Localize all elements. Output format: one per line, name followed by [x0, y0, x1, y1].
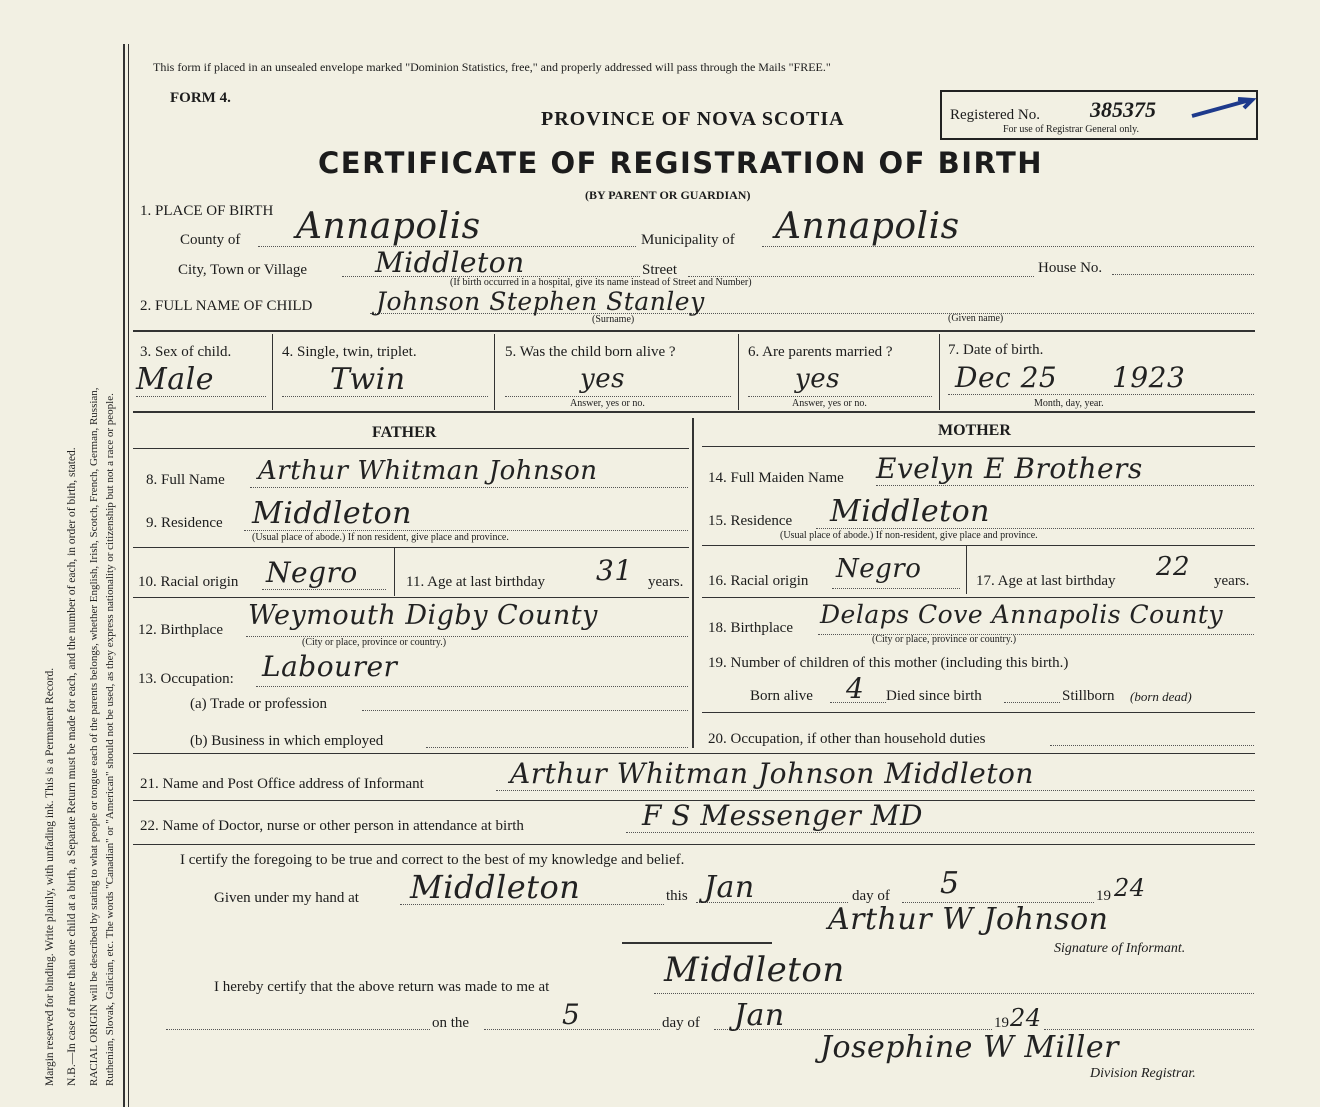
mother-race-line [832, 588, 960, 589]
father-race-label: 10. Racial origin [138, 574, 239, 590]
registrar-year-suffix: 24 [1010, 1004, 1042, 1032]
divider [133, 448, 689, 449]
father-name-label: 8. Full Name [146, 472, 225, 488]
mother-occupation-line [1050, 745, 1254, 746]
father-birthplace-label: 12. Birthplace [138, 622, 223, 638]
cell-divider [939, 334, 940, 410]
born-alive-label: 5. Was the child born alive ? [505, 344, 676, 360]
informant-signature: Arthur W Johnson [828, 902, 1109, 937]
city-town-label: City, Town or Village [178, 262, 308, 278]
father-residence-value: Middleton [252, 496, 413, 531]
mother-name-label: 14. Full Maiden Name [708, 470, 844, 486]
street-label: Street [642, 262, 677, 278]
registrar-note: For use of Registrar General only. [1003, 124, 1139, 135]
divider [133, 411, 1255, 413]
business-line [426, 747, 688, 748]
father-residence-note: (Usual place of abode.) If non resident, give place and province. [252, 532, 509, 543]
cell-divider [394, 548, 395, 596]
informant-value: Arthur Whitman Johnson Middleton [510, 757, 1034, 790]
divider [133, 330, 1255, 332]
parents-married-note: Answer, yes or no. [792, 398, 867, 409]
registrar-statement: I hereby certify that the above return was made to me at [214, 979, 550, 995]
margin-note-racial-origin-2: Ruthenian, Slovak, Galician, etc. The words "Canadian" or "American" should not be used, as they express nationality or citizenship but not a race or people. [104, 393, 116, 1086]
plurality-label: 4. Single, twin, triplet. [282, 344, 417, 360]
house-number-line [1112, 274, 1254, 275]
father-occupation-label: 13. Occupation: [138, 671, 234, 687]
informant-line [496, 790, 1254, 791]
dob-note: Month, day, year. [1034, 398, 1104, 409]
divider [133, 753, 1255, 754]
registered-label: Registered No. [950, 107, 1040, 123]
dob-year: 1923 [1112, 361, 1186, 394]
binding-line-inner [128, 44, 129, 1107]
registrar-year-prefix: 19 [994, 1015, 1009, 1031]
mother-residence-note: (Usual place of abode.) If non-resident, give place and province. [780, 530, 1038, 541]
sex-value: Male [136, 362, 214, 397]
year-prefix: 19 [1096, 888, 1111, 904]
given-under-label: Given under my hand at [214, 890, 359, 906]
mother-birthplace-label: 18. Birthplace [708, 620, 793, 636]
registered-number: 385375 [1090, 97, 1156, 122]
province-heading: PROVINCE OF NOVA SCOTIA [541, 108, 845, 130]
stillborn-note: (born dead) [1130, 689, 1192, 704]
divider [133, 844, 1255, 845]
page-subtitle: (BY PARENT OR GUARDIAN) [585, 188, 751, 202]
street-note: (If birth occurred in a hospital, give its name instead of Street and Number) [450, 277, 752, 288]
city-value: Middleton [375, 246, 525, 279]
father-occupation-line [256, 686, 688, 687]
mother-age-value: 22 [1156, 552, 1191, 582]
registrar-month-value: Jan [734, 998, 785, 1033]
informant-label: 21. Name and Post Office address of Informant [140, 776, 424, 792]
father-age-label: 11. Age at last birthday [406, 574, 545, 590]
day-of-label: day of [852, 888, 890, 904]
doctor-line [626, 832, 1254, 833]
father-birthplace-value: Weymouth Digby County [248, 600, 598, 631]
county-value: Annapolis [296, 206, 481, 247]
dob-value: Dec 25 [955, 361, 1058, 394]
born-alive-value: yes [580, 364, 625, 394]
born-alive-count-label: Born alive [750, 688, 813, 704]
child-name-label: 2. FULL NAME OF CHILD [140, 298, 313, 314]
dob-label: 7. Date of birth. [948, 342, 1044, 358]
mother-age-label: 17. Age at last birthday [976, 573, 1116, 589]
mother-heading: MOTHER [938, 422, 1011, 439]
mother-residence-value: Middleton [830, 494, 991, 529]
registrar-mark [1190, 96, 1256, 120]
parents-married-label: 6. Are parents married ? [748, 344, 893, 360]
given-name-note: (Given name) [948, 313, 1004, 324]
divider [702, 597, 1255, 598]
died-since-birth-label: Died since birth [886, 688, 982, 704]
father-heading: FATHER [372, 424, 437, 441]
born-alive-line [505, 396, 731, 397]
registrar-leader-line [166, 1029, 430, 1030]
county-label: County of [180, 232, 241, 248]
this-value: Jan [704, 870, 755, 905]
mother-occupation-label: 20. Occupation, if other than household duties [708, 731, 986, 747]
mother-birthplace-note: (City or place, province or country.) [872, 634, 1017, 645]
margin-note-multiple-births: N.B.—In case of more than one child at a birth, a Separate Return must be made for each, and the number of each, in order of birth, stated. [66, 447, 78, 1086]
binding-line [123, 44, 125, 1107]
margin-note-racial-origin-1: RACIAL ORIGIN will be described by stating to what people or tongue each of the parents belongs, whether English, Irish, Scotch, French, German, Russian, [88, 387, 100, 1086]
cell-divider [738, 334, 739, 410]
mother-race-value: Negro [836, 554, 922, 584]
trade-line [362, 710, 688, 711]
this-label: this [666, 888, 688, 904]
page-title: CERTIFICATE OF REGISTRATION OF BIRTH [318, 146, 1044, 180]
father-age-years: years. [648, 574, 684, 590]
father-residence-line [244, 530, 688, 531]
mother-name-line [876, 485, 1254, 486]
separator-rule [622, 942, 772, 944]
registrar-place-value: Middleton [664, 950, 845, 990]
mother-name-value: Evelyn E Brothers [876, 452, 1143, 485]
sex-line [136, 396, 266, 397]
father-race-line [262, 589, 386, 590]
surname-note: (Surname) [592, 314, 635, 325]
registrar-day-of-label: day of [662, 1015, 700, 1031]
cell-divider [272, 334, 273, 410]
divider [133, 547, 689, 548]
children-count-label: 19. Number of children of this mother (including this birth.) [708, 655, 1069, 671]
mother-residence-label: 15. Residence [708, 513, 793, 529]
sex-label: 3. Sex of child. [140, 344, 232, 360]
father-name-value: Arthur Whitman Johnson [258, 456, 598, 486]
doctor-value: F S Messenger MD [642, 799, 923, 832]
cell-divider [494, 334, 495, 410]
given-place-value: Middleton [410, 868, 581, 906]
form-number: FORM 4. [170, 90, 231, 106]
mother-age-years: years. [1214, 573, 1250, 589]
divider [702, 545, 1255, 546]
married-line [748, 396, 932, 397]
registrar-signature: Josephine W Miller [820, 1030, 1119, 1065]
certify-statement: I certify the foregoing to be true and correct to the best of my knowledge and belief. [180, 852, 685, 868]
registrar-day-value: 5 [562, 998, 581, 1031]
day-value: 5 [940, 866, 960, 901]
divider [702, 446, 1255, 447]
year-suffix: 24 [1114, 874, 1146, 902]
trade-label: (a) Trade or profession [190, 696, 328, 712]
column-divider [692, 418, 694, 748]
parents-married-value: yes [795, 364, 840, 394]
divider [133, 597, 689, 598]
stillborn-label: Stillborn [1062, 688, 1115, 704]
father-residence-label: 9. Residence [146, 515, 223, 531]
business-label: (b) Business in which employed [190, 733, 384, 749]
plurality-line [282, 396, 488, 397]
mail-note: This form if placed in an unsealed envelope marked "Dominion Statistics, free," and properly addressed will pass through the Mails "FREE." [153, 60, 831, 74]
mother-residence-line [816, 528, 1254, 529]
margin-note-binding: Margin reserved for binding. Write plainly, with unfading ink. This is a Permanent Record. [44, 667, 56, 1086]
on-the-label: on the [432, 1015, 470, 1031]
municipality-value: Annapolis [775, 206, 960, 247]
father-name-line [250, 487, 688, 488]
father-race-value: Negro [266, 556, 358, 589]
municipality-label: Municipality of [641, 232, 735, 248]
registrar-title: Division Registrar. [1090, 1066, 1196, 1081]
born-alive-count-value: 4 [846, 672, 865, 705]
cell-divider [966, 546, 967, 594]
mother-race-label: 16. Racial origin [708, 573, 809, 589]
born-alive-note: Answer, yes or no. [570, 398, 645, 409]
place-of-birth-label: 1. PLACE OF BIRTH [140, 203, 274, 219]
divider [702, 712, 1255, 713]
father-birthplace-note: (City or place, province or country.) [302, 637, 447, 648]
dob-line [948, 394, 1254, 395]
child-name-value: Johnson Stephen Stanley [376, 287, 705, 316]
signature-label: Signature of Informant. [1054, 941, 1186, 956]
died-line [1004, 702, 1060, 703]
mother-birthplace-value: Delaps Cove Annapolis County [820, 600, 1224, 629]
house-number-label: House No. [1038, 260, 1103, 276]
father-age-value: 31 [596, 554, 633, 587]
registrar-place-line [654, 993, 1254, 994]
plurality-value: Twin [330, 362, 406, 397]
father-occupation-value: Labourer [262, 650, 398, 683]
doctor-label: 22. Name of Doctor, nurse or other person in attendance at birth [140, 818, 524, 834]
